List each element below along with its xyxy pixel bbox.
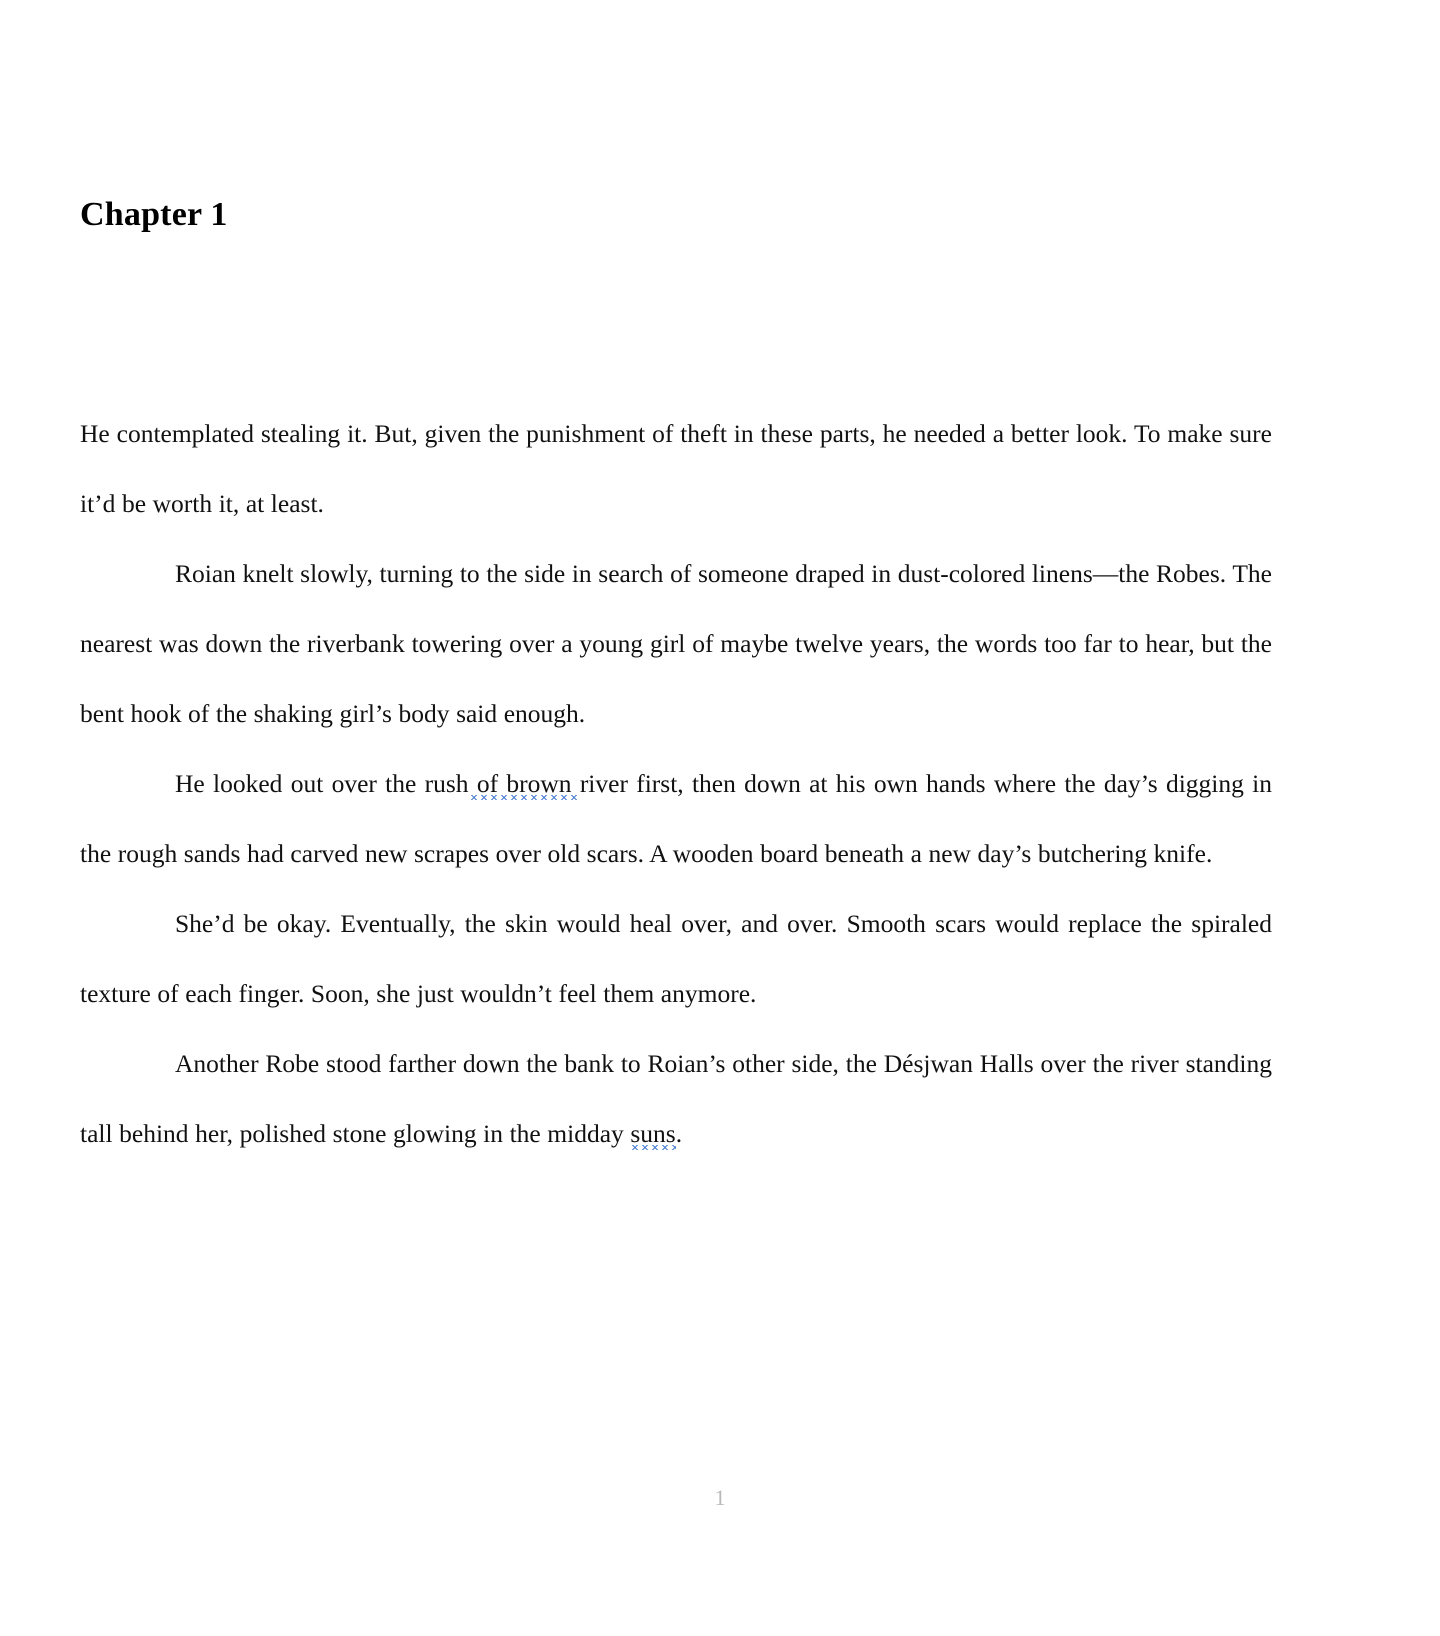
document-body [80, 233, 1272, 1169]
spellcheck-flagged-text[interactable]: of brown [469, 769, 580, 808]
paragraph-text: He looked out over the rush [175, 769, 469, 799]
paragraph-text: . [675, 1119, 683, 1149]
page-number: 1 [714, 1485, 726, 1510]
paragraph [80, 749, 1272, 889]
paragraph-text: Another Robe stood farther down the bank to Roian’s other side, the Désjwan Halls over the river standing tall behind her, polished stone glowing in the midday [80, 1049, 1272, 1149]
document-content-area [80, 0, 1272, 1169]
paragraph-text: Roian knelt slowly, turning to the side in search of someone draped in dust-colored linens—the Robes. The nearest was down the riverbank towering over a young girl of maybe twelve years, the words too far to hear, but the bent hook of the shaking girl’s body said enough. [80, 559, 1272, 729]
spellcheck-flagged-text[interactable]: suns [630, 1119, 675, 1158]
paragraph-text: river first, then down at his own hands where the day’s digging in the rough sands had carved new scrapes over old scars. A wooden board beneath a new day’s butchering knife. [80, 769, 1273, 869]
paragraph [80, 889, 1272, 1029]
paragraph [80, 539, 1272, 749]
paragraph [80, 399, 1272, 539]
paragraph-text: He contemplated stealing it. But, given the punishment of theft in these parts, he needed a better look. To make sure it’d be worth it, at least. [80, 419, 1272, 519]
paragraph-text: She’d be okay. Eventually, the skin would heal over, and over. Smooth scars would replace the spiraled texture of each finger. Soon, she just wouldn’t feel them anymore. [80, 909, 1272, 1009]
paragraph [80, 1029, 1272, 1169]
chapter-heading: Chapter 1 [80, 196, 228, 233]
